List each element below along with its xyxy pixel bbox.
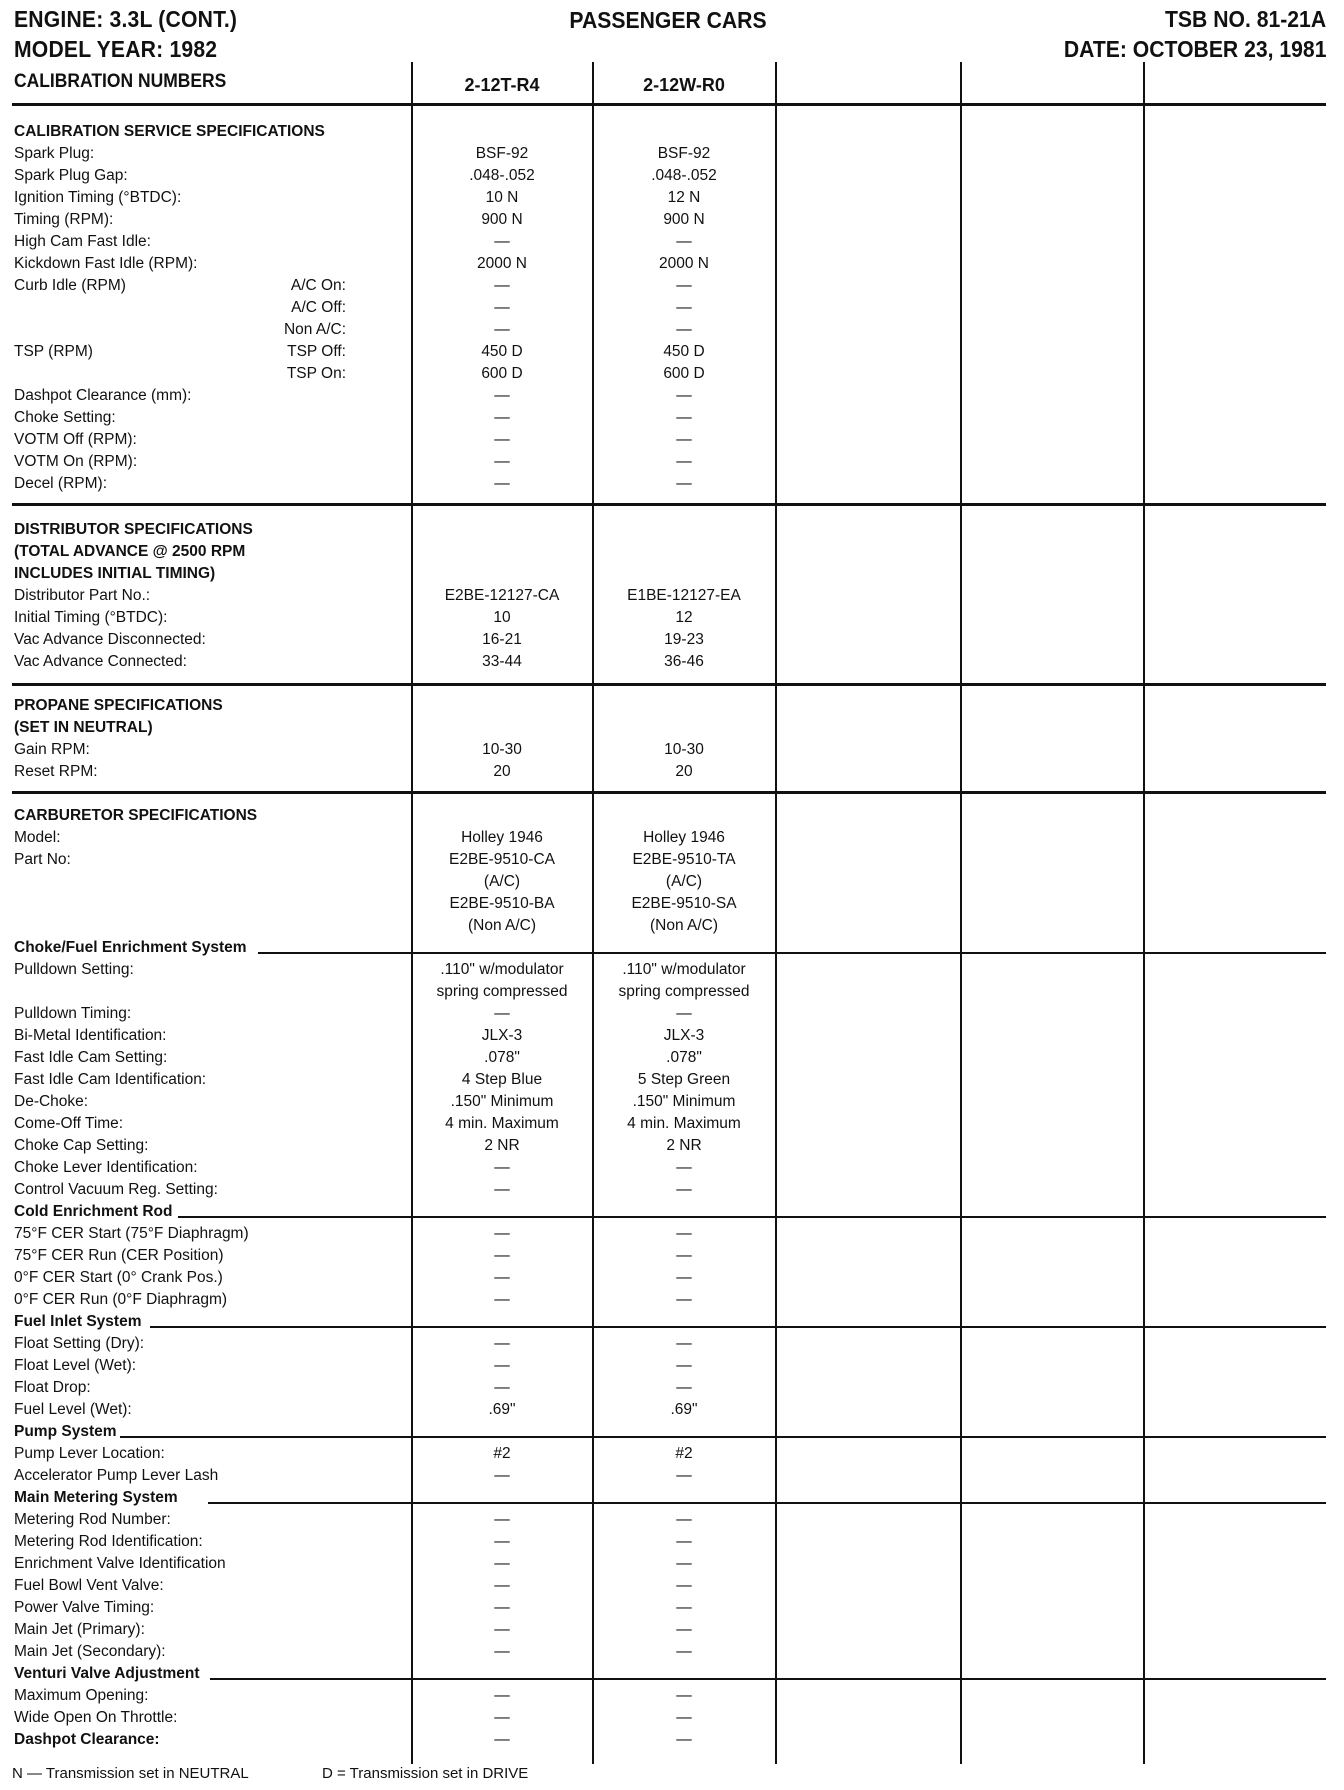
spec-value-col1: .078" xyxy=(484,1049,520,1066)
spec-value-col2: 4 min. Maximum xyxy=(627,1115,741,1132)
header-rule xyxy=(12,103,1326,106)
spec-label: Choke Cap Setting: xyxy=(14,1137,149,1154)
spec-label: Metering Rod Identification: xyxy=(14,1533,203,1550)
spec-value-col1: 10 N xyxy=(485,189,519,206)
spec-value-col2: 12 N xyxy=(667,189,701,206)
spec-value-col2: — xyxy=(676,1643,692,1660)
spec-label: Fuel Bowl Vent Valve: xyxy=(14,1577,164,1594)
spec-value-col1: — xyxy=(494,1621,510,1638)
spec-value-col2: — xyxy=(676,1687,692,1704)
spec-value-col2: E1BE-12127-EA xyxy=(627,587,741,604)
spec-label: Ignition Timing (°BTDC): xyxy=(14,189,182,206)
spec-value-col1: 450 D xyxy=(481,343,523,360)
section-heading: INCLUDES INITIAL TIMING) xyxy=(14,565,216,582)
section-heading: (TOTAL ADVANCE @ 2500 RPM xyxy=(14,543,246,560)
spec-value-col2: #2 xyxy=(675,1445,693,1462)
spec-value-col1: Holley 1946 xyxy=(461,829,543,846)
spec-value-col2: 19-23 xyxy=(664,631,704,648)
engine-heading: ENGINE: 3.3L (CONT.) xyxy=(14,6,238,32)
spec-value-col2: BSF-92 xyxy=(657,145,711,162)
spec-value-col1: — xyxy=(494,1379,510,1396)
column-header-1: 2-12T-R4 xyxy=(464,75,540,95)
spec-value-col2: 900 N xyxy=(663,211,705,228)
spec-value-col1: — xyxy=(494,299,510,316)
spec-value-col1: — xyxy=(494,1467,510,1484)
spec-label: VOTM Off (RPM): xyxy=(14,431,137,448)
spec-value-col2: — xyxy=(676,1511,692,1528)
spec-value-col2: — xyxy=(676,1357,692,1374)
spec-value-col1: 10 xyxy=(493,609,511,626)
spec-label: Float Setting (Dry): xyxy=(14,1335,145,1352)
spec-value-col1: — xyxy=(494,1335,510,1352)
spec-value-col1: 16-21 xyxy=(482,631,522,648)
spec-value-col2: — xyxy=(676,321,692,338)
spec-label: De-Choke: xyxy=(14,1093,89,1110)
spec-sublabel: TSP Off: xyxy=(287,343,346,360)
section-heading: (SET IN NEUTRAL) xyxy=(14,719,153,736)
column-divider xyxy=(960,62,962,1764)
spec-value-col2: 2 NR xyxy=(666,1137,702,1154)
spec-value-col1: .150" Minimum xyxy=(450,1093,554,1110)
spec-value-col1: — xyxy=(494,475,510,492)
spec-value-col1: — xyxy=(494,233,510,250)
spec-value-col2: — xyxy=(676,1555,692,1572)
spec-value-col1: — xyxy=(494,453,510,470)
spec-label: Enrichment Valve Identification xyxy=(14,1555,226,1572)
spec-value-col1: — xyxy=(494,1159,510,1176)
section-heading: CALIBRATION SERVICE SPECIFICATIONS xyxy=(14,123,325,140)
section-heading: CARBURETOR SPECIFICATIONS xyxy=(14,807,258,824)
spec-value-col2: .150" Minimum xyxy=(632,1093,736,1110)
spec-value-col2: — xyxy=(676,1247,692,1264)
spec-label: High Cam Fast Idle: xyxy=(14,233,151,250)
spec-value-col2: 12 xyxy=(675,609,693,626)
column-divider xyxy=(775,62,777,1764)
spec-value-col1: JLX-3 xyxy=(481,1027,523,1044)
column-header-2: 2-12W-R0 xyxy=(643,75,725,95)
spec-label: Float Drop: xyxy=(14,1379,91,1396)
spec-label: Spark Plug Gap: xyxy=(14,167,128,184)
spec-value-col1: E2BE-9510-CA xyxy=(449,851,555,868)
section-heading: Choke/Fuel Enrichment System xyxy=(14,939,247,956)
spec-value-col2: — xyxy=(676,431,692,448)
footnote-drive: D = Transmission set in DRIVE xyxy=(322,1765,529,1782)
spec-value-col2: — xyxy=(676,1005,692,1022)
subsection-rule xyxy=(120,1436,1326,1438)
spec-value-col2: 2000 N xyxy=(659,255,709,272)
spec-value-col1: — xyxy=(494,1291,510,1308)
spec-value-col2: .078" xyxy=(666,1049,702,1066)
spec-value-col2: 600 D xyxy=(663,365,705,382)
spec-value-col2: — xyxy=(676,1731,692,1748)
spec-label: Decel (RPM): xyxy=(14,475,108,492)
spec-label: Wide Open On Throttle: xyxy=(14,1709,178,1726)
column-divider xyxy=(592,62,594,1764)
spec-value-col1: 10-30 xyxy=(482,741,522,758)
spec-value-col1: — xyxy=(494,431,510,448)
spec-value-col2: — xyxy=(676,453,692,470)
spec-value-col2: — xyxy=(676,409,692,426)
spec-label: Curb Idle (RPM) xyxy=(14,277,126,294)
spec-value-col1: — xyxy=(494,1599,510,1616)
spec-label: Power Valve Timing: xyxy=(14,1599,155,1616)
section-rule xyxy=(12,503,1326,506)
spec-value-col2: 450 D xyxy=(663,343,705,360)
spec-value-col2: — xyxy=(676,475,692,492)
spec-value-col2: 20 xyxy=(675,763,693,780)
column-divider xyxy=(1143,62,1145,1764)
spec-value-col2: E2BE-9510-TA xyxy=(632,851,736,868)
spec-value-col2: — xyxy=(676,1291,692,1308)
spec-label: Fast Idle Cam Setting: xyxy=(14,1049,168,1066)
spec-value-col2: — xyxy=(676,1577,692,1594)
spec-value-col1: spring compressed xyxy=(436,983,568,1000)
spec-value-col2: (A/C) xyxy=(665,873,703,890)
spec-value-col2: — xyxy=(676,1335,692,1352)
spec-value-col1: .048-.052 xyxy=(469,167,535,184)
spec-value-col1: 20 xyxy=(493,763,511,780)
spec-value-col1: — xyxy=(494,321,510,338)
spec-label: Fuel Level (Wet): xyxy=(14,1401,132,1418)
section-heading: Fuel Inlet System xyxy=(14,1313,142,1330)
spec-label: Come-Off Time: xyxy=(14,1115,124,1132)
section-rule xyxy=(12,683,1326,686)
section-heading: Cold Enrichment Rod xyxy=(14,1203,173,1220)
spec-value-col1: — xyxy=(494,387,510,404)
spec-sublabel: TSP On: xyxy=(286,365,346,382)
tsb-date: DATE: OCTOBER 23, 1981 xyxy=(1063,36,1326,62)
spec-value-col1: — xyxy=(494,409,510,426)
spec-label: TSP (RPM) xyxy=(14,343,93,360)
spec-value-col2: spring compressed xyxy=(618,983,750,1000)
spec-value-col1: — xyxy=(494,1577,510,1594)
spec-value-col1: — xyxy=(494,1687,510,1704)
spec-value-col2: 5 Step Green xyxy=(637,1071,731,1088)
spec-value-col2: — xyxy=(676,1533,692,1550)
spec-value-col2: — xyxy=(676,1225,692,1242)
spec-label: Reset RPM: xyxy=(14,763,98,780)
spec-value-col2: 36-46 xyxy=(664,653,704,670)
spec-value-col1: 600 D xyxy=(481,365,523,382)
spec-value-col1: — xyxy=(494,1709,510,1726)
spec-value-col2: .69" xyxy=(670,1401,698,1418)
spec-value-col2: 10-30 xyxy=(664,741,704,758)
spec-value-col1: — xyxy=(494,1643,510,1660)
spec-sublabel: A/C Off: xyxy=(291,299,346,316)
section-heading: Dashpot Clearance: xyxy=(14,1731,160,1748)
spec-value-col1: 4 Step Blue xyxy=(461,1071,543,1088)
page-title: PASSENGER CARS xyxy=(569,7,767,33)
calibration-numbers-label: CALIBRATION NUMBERS xyxy=(14,71,227,92)
spec-label: Pulldown Timing: xyxy=(14,1005,132,1022)
spec-value-col1: — xyxy=(494,1511,510,1528)
spec-sublabel: A/C On: xyxy=(290,277,346,294)
section-heading: Venturi Valve Adjustment xyxy=(14,1665,200,1682)
spec-value-col2: — xyxy=(676,1467,692,1484)
spec-label: Vac Advance Connected: xyxy=(14,653,187,670)
subsection-rule xyxy=(210,1678,1326,1680)
spec-label: Vac Advance Disconnected: xyxy=(14,631,206,648)
spec-value-col1: — xyxy=(494,1181,510,1198)
spec-value-col2: — xyxy=(676,277,692,294)
spec-value-col2: .110" w/modulator xyxy=(622,961,746,978)
spec-value-col2: E2BE-9510-SA xyxy=(631,895,737,912)
spec-value-col1: .69" xyxy=(488,1401,516,1418)
spec-label: 0°F CER Run (0°F Diaphragm) xyxy=(14,1291,228,1308)
spec-value-col2: — xyxy=(676,387,692,404)
section-rule xyxy=(12,791,1326,794)
spec-value-col1: BSF-92 xyxy=(475,145,529,162)
column-divider xyxy=(411,62,413,1764)
spec-value-col2: Holley 1946 xyxy=(643,829,725,846)
spec-value-col2: — xyxy=(676,299,692,316)
spec-value-col1: — xyxy=(494,1225,510,1242)
spec-value-col2: — xyxy=(676,1159,692,1176)
spec-value-col1: 900 N xyxy=(481,211,523,228)
spec-label: Model: xyxy=(14,829,61,846)
spec-value-col1: — xyxy=(494,1247,510,1264)
spec-value-col1: 2 NR xyxy=(484,1137,520,1154)
spec-value-col1: #2 xyxy=(493,1445,511,1462)
spec-value-col1: .110" w/modulator xyxy=(440,961,564,978)
spec-value-col1: (Non A/C) xyxy=(467,917,537,934)
section-heading: DISTRIBUTOR SPECIFICATIONS xyxy=(14,521,253,538)
section-heading: PROPANE SPECIFICATIONS xyxy=(14,697,223,714)
spec-label: 75°F CER Run (CER Position) xyxy=(14,1247,224,1264)
spec-value-col2: — xyxy=(676,1269,692,1286)
spec-label: Initial Timing (°BTDC): xyxy=(14,609,168,626)
spec-value-col2: .048-.052 xyxy=(651,167,717,184)
spec-value-col2: JLX-3 xyxy=(663,1027,705,1044)
spec-label: 75°F CER Start (75°F Diaphragm) xyxy=(14,1225,249,1242)
spec-label: Control Vacuum Reg. Setting: xyxy=(14,1181,218,1198)
spec-label: Accelerator Pump Lever Lash xyxy=(14,1467,219,1484)
spec-label: Distributor Part No.: xyxy=(14,587,151,604)
footnote-neutral: N — Transmission set in NEUTRAL xyxy=(12,1765,249,1782)
subsection-rule xyxy=(150,1326,1326,1328)
spec-value-col1: E2BE-9510-BA xyxy=(449,895,555,912)
spec-value-col1: — xyxy=(494,1357,510,1374)
subsection-rule xyxy=(258,952,1326,954)
spec-label: Choke Lever Identification: xyxy=(14,1159,198,1176)
spec-value-col1: — xyxy=(494,1269,510,1286)
spec-value-col1: 33-44 xyxy=(482,653,522,670)
spec-label: Fast Idle Cam Identification: xyxy=(14,1071,207,1088)
spec-label: Pump Lever Location: xyxy=(14,1445,165,1462)
spec-label: Kickdown Fast Idle (RPM): xyxy=(14,255,198,272)
spec-label: Gain RPM: xyxy=(14,741,90,758)
section-heading: Pump System xyxy=(14,1423,117,1440)
spec-label: Timing (RPM): xyxy=(14,211,114,228)
tsb-number: TSB NO. 81-21A xyxy=(1164,6,1326,32)
subsection-rule xyxy=(178,1216,1326,1218)
spec-value-col2: — xyxy=(676,1709,692,1726)
spec-label: Dashpot Clearance (mm): xyxy=(14,387,192,404)
spec-value-col1: — xyxy=(494,1731,510,1748)
spec-label: Float Level (Wet): xyxy=(14,1357,137,1374)
spec-value-col1: 2000 N xyxy=(477,255,527,272)
subsection-rule xyxy=(208,1502,1326,1504)
spec-value-col1: (A/C) xyxy=(483,873,521,890)
spec-label: Main Jet (Primary): xyxy=(14,1621,145,1638)
spec-value-col2: — xyxy=(676,1181,692,1198)
spec-label: Main Jet (Secondary): xyxy=(14,1643,166,1660)
spec-label: Metering Rod Number: xyxy=(14,1511,171,1528)
section-heading: Main Metering System xyxy=(14,1489,178,1506)
spec-label: Pulldown Setting: xyxy=(14,961,134,978)
spec-label: Part No: xyxy=(14,851,71,868)
spec-value-col2: — xyxy=(676,233,692,250)
spec-value-col1: — xyxy=(494,277,510,294)
spec-label: Maximum Opening: xyxy=(14,1687,149,1704)
spec-value-col2: — xyxy=(676,1379,692,1396)
spec-label: 0°F CER Start (0° Crank Pos.) xyxy=(14,1269,223,1286)
spec-label: VOTM On (RPM): xyxy=(14,453,138,470)
spec-value-col1: E2BE-12127-CA xyxy=(444,587,560,604)
model-year-heading: MODEL YEAR: 1982 xyxy=(14,36,218,62)
spec-label: Bi-Metal Identification: xyxy=(14,1027,167,1044)
spec-sublabel: Non A/C: xyxy=(283,321,346,338)
spec-label: Spark Plug: xyxy=(14,145,95,162)
spec-value-col1: — xyxy=(494,1005,510,1022)
spec-label: Choke Setting: xyxy=(14,409,116,426)
spec-value-col2: — xyxy=(676,1599,692,1616)
spec-value-col1: — xyxy=(494,1533,510,1550)
spec-value-col2: — xyxy=(676,1621,692,1638)
spec-value-col1: 4 min. Maximum xyxy=(445,1115,559,1132)
spec-value-col1: — xyxy=(494,1555,510,1572)
spec-value-col2: (Non A/C) xyxy=(649,917,719,934)
